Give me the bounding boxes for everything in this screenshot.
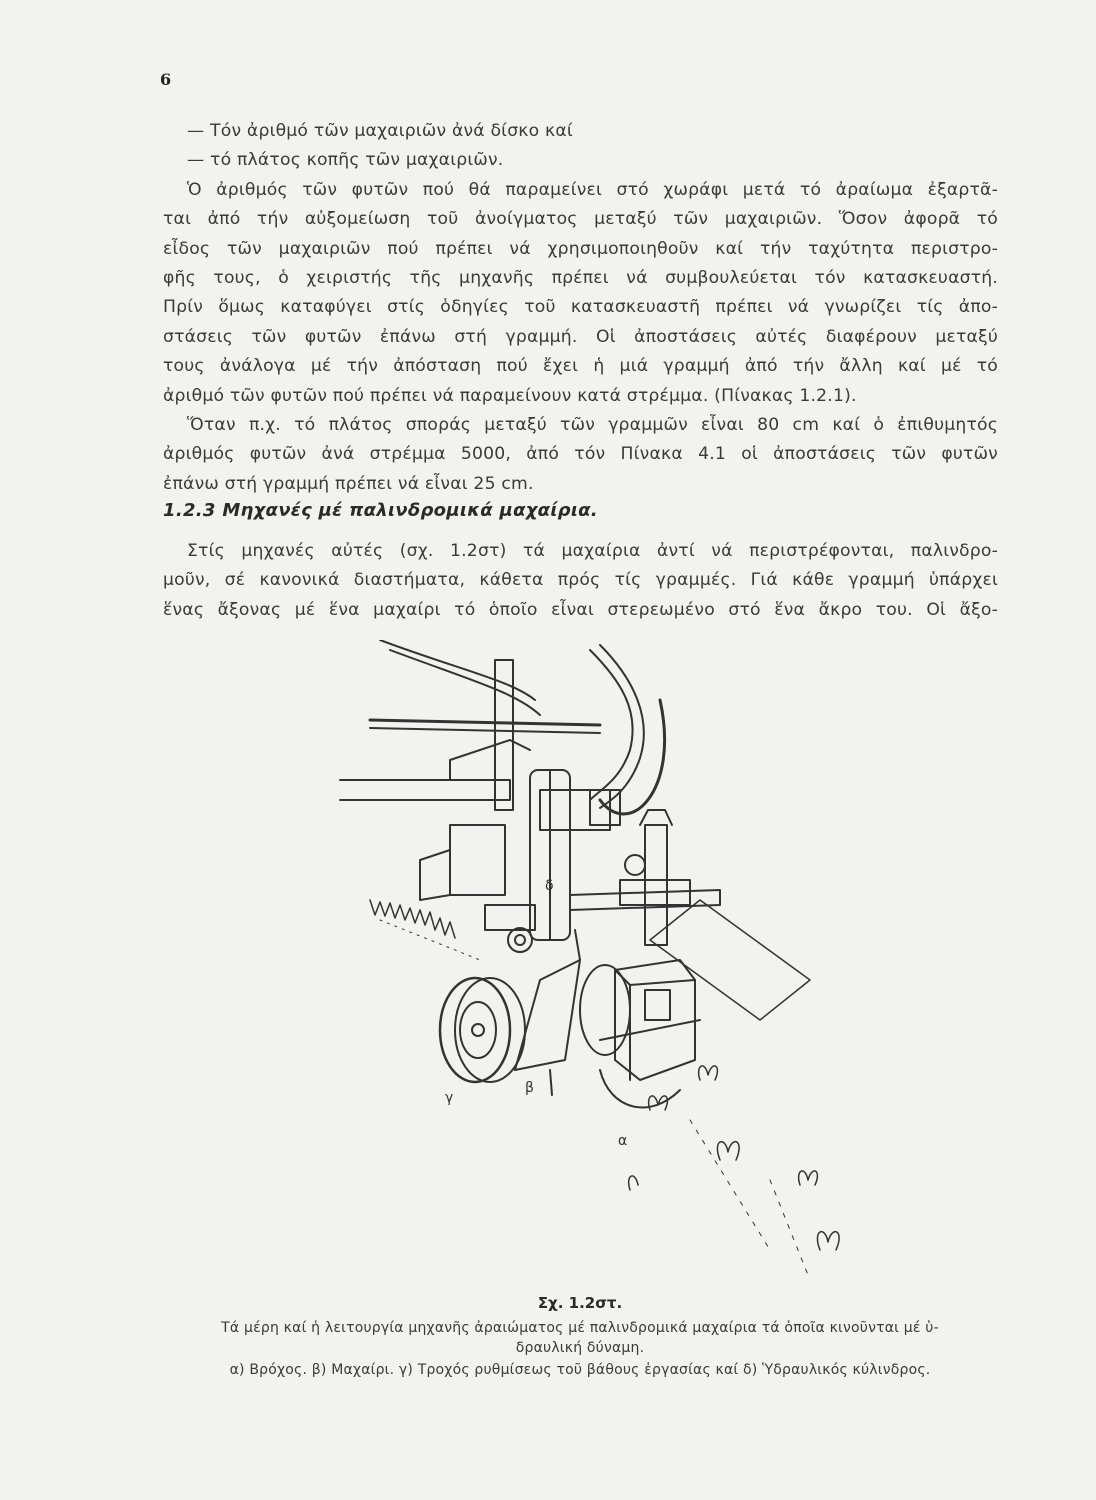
caption-legend: α) Βρόχος. β) Μαχαίρι. γ) Τροχός ρυθμίσεως τοῦ βάθους ἐργασίας καί δ) Ὑδραυλικός κύλινδρος. xyxy=(229,1362,931,1378)
label-delta: δ xyxy=(545,878,554,894)
body-text-top xyxy=(163,117,998,499)
paragraph-line: Στίς μηχανές αὐτές (σχ. 1.2στ) τά μαχαίρια ἀντί νά περιστρέφονται, παλινδρο- xyxy=(187,541,998,561)
list-item: — τό πλάτος κοπῆς τῶν μαχαιριῶν. xyxy=(187,150,504,171)
paragraph-line: εἶδος τῶν μαχαιριῶν πού πρέπει νά χρησιμοποιηθοῦν καί τήν ταχύτητα περιστρο- xyxy=(163,238,998,259)
paragraph-line: ἕνας ἄξονας μέ ἕνα μαχαίρι τό ὁποῖο εἶναι στερεωμένο στό ἕνα ἄκρο του. Οἱ ἄξο- xyxy=(163,599,998,620)
paragraph-line: ἐπάνω στή γραμμή πρέπει νά εἶναι 25 cm. xyxy=(163,473,534,494)
section-heading: 1.2.3 Μηχανές μέ παλινδρομικά μαχαίρια. xyxy=(163,500,598,521)
paragraph-line: Ὁ ἀριθμός τῶν φυτῶν πού θά παραμείνει στό χωράφι μετά τό ἀραίωμα ἐξαρτᾶ- xyxy=(187,179,998,200)
figure-caption xyxy=(160,1294,1000,1380)
paragraph-line: ἀριθμός φυτῶν ἀνά στρέμμα 5000, ἀπό τόν Πίνακα 4.1 οἱ ἀποστάσεις τῶν φυτῶν xyxy=(163,444,998,465)
page-number: 6 xyxy=(160,70,172,89)
caption-line: δραυλική δύναμη. xyxy=(515,1340,645,1356)
body-text-bottom xyxy=(163,537,998,625)
paragraph-line: Πρίν ὅμως καταφύγει στίς ὁδηγίες τοῦ κατασκευαστῆ πρέπει νά γνωρίζει τίς ἀπο- xyxy=(163,297,998,318)
paragraph-line: φῆς τους, ὁ χειριστής τῆς μηχανῆς πρέπει νά συμβουλεύεται τόν κατασκευαστή. xyxy=(163,268,998,289)
paragraph-line: ται ἀπό τήν αὐξομείωση τοῦ ἀνοίγματος μεταξύ τῶν μαχαιριῶν. Ὅσον ἀφορᾶ τό xyxy=(163,209,998,230)
caption-title: Σχ. 1.2στ. xyxy=(537,1294,623,1312)
list-item: — Τόν ἀριθμό τῶν μαχαιριῶν ἀνά δίσκο καί xyxy=(187,121,573,141)
paragraph-line: ἀριθμό τῶν φυτῶν πού πρέπει νά παραμείνουν κατά στρέμμα. (Πίνακας 1.2.1). xyxy=(163,385,857,406)
label-gamma: γ xyxy=(445,1090,454,1106)
paragraph-line: μοῦν, σέ κανονικά διαστήματα, κάθετα πρός τίς γραμμές. Γιά κάθε γραμμή ὑπάρχει xyxy=(163,570,998,591)
paragraph-line: Ὅταν π.χ. τό πλάτος σποράς μεταξύ τῶν γραμμῶν εἶναι 80 cm καί ὁ ἐπιθυμητός xyxy=(187,415,998,436)
label-alpha: α xyxy=(618,1133,628,1149)
label-beta: β xyxy=(525,1080,534,1096)
paragraph-line: στάσεις τῶν φυτῶν ἐπάνω στή γραμμή. Οἱ ἀποστάσεις αὐτές διαφέρουν μεταξύ xyxy=(163,326,998,347)
machine-illustration xyxy=(300,640,860,1290)
caption-line: Τά μέρη καί ἡ λειτουργία μηχανῆς ἀραιώματος μέ παλινδρομικά μαχαίρια τά ὁποῖα κινοῦνται μέ ὑ- xyxy=(221,1320,939,1336)
paragraph-line: τους ἀνάλογα μέ τήν ἀπόσταση πού ἔχει ἡ μιά γραμμή ἀπό τήν ἄλλη καί μέ τό xyxy=(163,356,998,377)
